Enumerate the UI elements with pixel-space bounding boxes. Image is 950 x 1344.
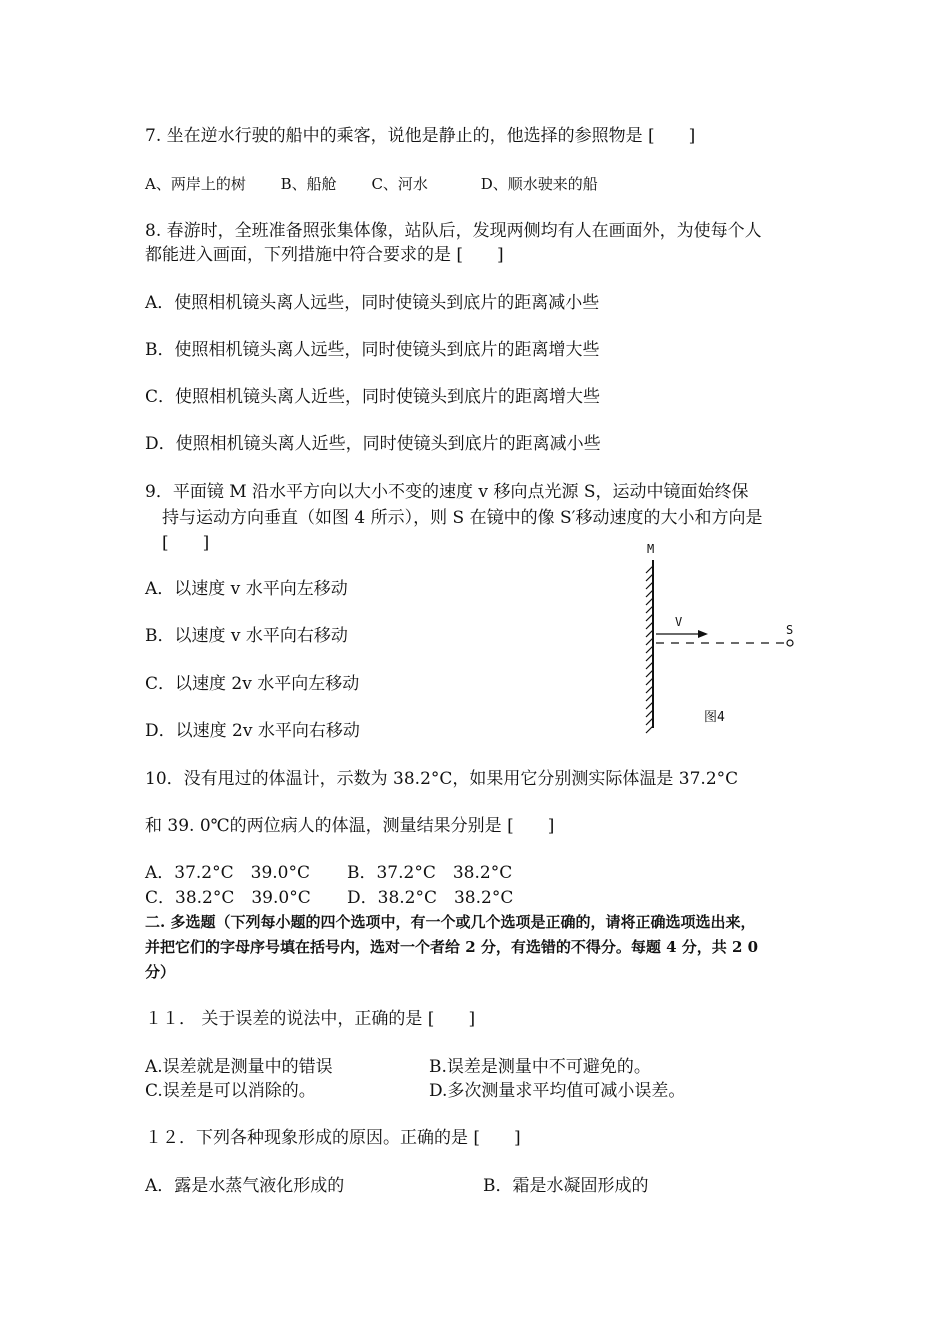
q10-stem-line2: 和 39. 0℃的两位病人的体温，测量结果分别是 [ ] bbox=[145, 816, 555, 836]
q10-options-row2 bbox=[145, 886, 513, 910]
hatch-mark bbox=[646, 622, 653, 629]
hatch-mark bbox=[646, 566, 653, 573]
q12-option-a: A．露是水蒸气液化形成的 bbox=[145, 1176, 345, 1196]
section2-heading-line3: 分） bbox=[145, 963, 176, 981]
mirror-hatching bbox=[646, 566, 653, 733]
mirror-label: M bbox=[647, 542, 655, 556]
q9-option-a: A．以速度 v 水平向左移动 bbox=[145, 579, 348, 599]
q8-option-d: D．使照相机镜头离人近些，同时使镜头到底片的距离减小些 bbox=[145, 434, 601, 454]
hatch-mark bbox=[646, 686, 653, 693]
q7-option-a: A、两岸上的树 bbox=[145, 175, 246, 193]
q11-option-d: D.多次测量求平均值可减小误差。 bbox=[429, 1081, 686, 1101]
hatch-mark bbox=[646, 694, 653, 701]
q8-stem-line2: 都能进入画面，下列措施中符合要求的是 [ ] bbox=[145, 245, 504, 265]
section2-heading-line1: 二. 多选题（下列每小题的四个选项中，有一个或几个选项是正确的，请将正确选项选出来， bbox=[145, 913, 756, 931]
q10-option-a: A．37.2°C 39.0°C bbox=[145, 863, 310, 883]
hatch-mark bbox=[646, 590, 653, 597]
q7-option-d: D、顺水驶来的船 bbox=[480, 175, 598, 193]
hatch-mark bbox=[646, 678, 653, 685]
hatch-mark bbox=[646, 726, 653, 733]
hatch-mark bbox=[646, 654, 653, 661]
hatch-mark bbox=[646, 630, 653, 637]
point-source-s bbox=[787, 640, 793, 646]
q8-option-b: B．使照相机镜头离人远些，同时使镜头到底片的距离增大些 bbox=[145, 340, 600, 360]
hatch-mark bbox=[646, 718, 653, 725]
hatch-mark bbox=[646, 598, 653, 605]
q10-option-c: C．38.2°C 39.0°C bbox=[145, 888, 311, 908]
q10-option-b: B．37.2°C 38.2°C bbox=[347, 863, 513, 883]
q12-option-b: B．霜是水凝固形成的 bbox=[483, 1176, 649, 1196]
q11-options-row2 bbox=[145, 1079, 685, 1103]
hatch-mark bbox=[646, 614, 653, 621]
q11-option-c: C.误差是可以消除的。 bbox=[145, 1081, 316, 1101]
hatch-mark bbox=[646, 638, 653, 645]
velocity-arrowhead bbox=[698, 630, 708, 638]
q11-option-a: A.误差就是测量中的错误 bbox=[145, 1057, 333, 1077]
q8-stem-line1: 8. 春游时，全班准备照张集体像，站队后，发现两侧均有人在画面外，为使每个人 bbox=[145, 221, 762, 241]
hatch-mark bbox=[646, 606, 653, 613]
hatch-mark bbox=[646, 662, 653, 669]
q9-stem-line1: 9．平面镜 M 沿水平方向以大小不变的速度 v 移向点光源 S，运动中镜面始终保 bbox=[145, 482, 749, 502]
q7-option-c: C、河水 bbox=[371, 175, 428, 193]
q9-option-b: B．以速度 v 水平向右移动 bbox=[145, 626, 348, 646]
q7-options bbox=[145, 172, 598, 196]
q10-options-row1 bbox=[145, 861, 512, 885]
figure-4-diagram bbox=[630, 540, 810, 735]
hatch-mark bbox=[646, 574, 653, 581]
q10-option-d: D．38.2°C 38.2°C bbox=[347, 888, 514, 908]
q10-stem-line1: 10．没有甩过的体温计，示数为 38.2°C，如果用它分别测实际体温是 37.2°C bbox=[145, 769, 739, 789]
q12-options-row1 bbox=[145, 1174, 649, 1198]
hatch-mark bbox=[646, 702, 653, 709]
section2-heading-line2: 并把它们的字母序号填在括号内，选对一个者给 2 分，有选错的不得分。每题 4 分，共 2 0 bbox=[145, 938, 759, 956]
hatch-mark bbox=[646, 670, 653, 677]
q8-option-c: C．使照相机镜头离人近些，同时使镜头到底片的距离增大些 bbox=[145, 387, 601, 407]
q11-option-b: B.误差是测量中不可避免的。 bbox=[429, 1057, 651, 1077]
hatch-mark bbox=[646, 646, 653, 653]
q9-option-d: D．以速度 2v 水平向右移动 bbox=[145, 721, 360, 741]
q8-option-a: A．使照相机镜头离人远些，同时使镜头到底片的距离减小些 bbox=[145, 293, 600, 313]
q9-stem-line2: 持与运动方向垂直（如图 4 所示），则 S 在镜中的像 S′移动速度的大小和方向是 bbox=[162, 508, 763, 528]
q12-stem: １２．下列各种现象形成的原因。正确的是 [ ] bbox=[145, 1128, 521, 1148]
hatch-mark bbox=[646, 710, 653, 717]
figure-caption: 图4 bbox=[704, 710, 725, 725]
q11-options-row1 bbox=[145, 1055, 651, 1079]
velocity-label: V bbox=[675, 615, 683, 629]
hatch-mark bbox=[646, 582, 653, 589]
q9-option-c: C．以速度 2v 水平向左移动 bbox=[145, 674, 360, 694]
q9-stem-line3: [ ] bbox=[162, 533, 210, 553]
source-label: S bbox=[786, 623, 794, 637]
q11-stem: １１． 关于误差的说法中，正确的是 [ ] bbox=[145, 1009, 476, 1029]
q7-option-b: B、船舱 bbox=[280, 175, 337, 193]
q7-stem: 7. 坐在逆水行驶的船中的乘客，说他是静止的，他选择的参照物是 [ ] bbox=[145, 126, 696, 146]
